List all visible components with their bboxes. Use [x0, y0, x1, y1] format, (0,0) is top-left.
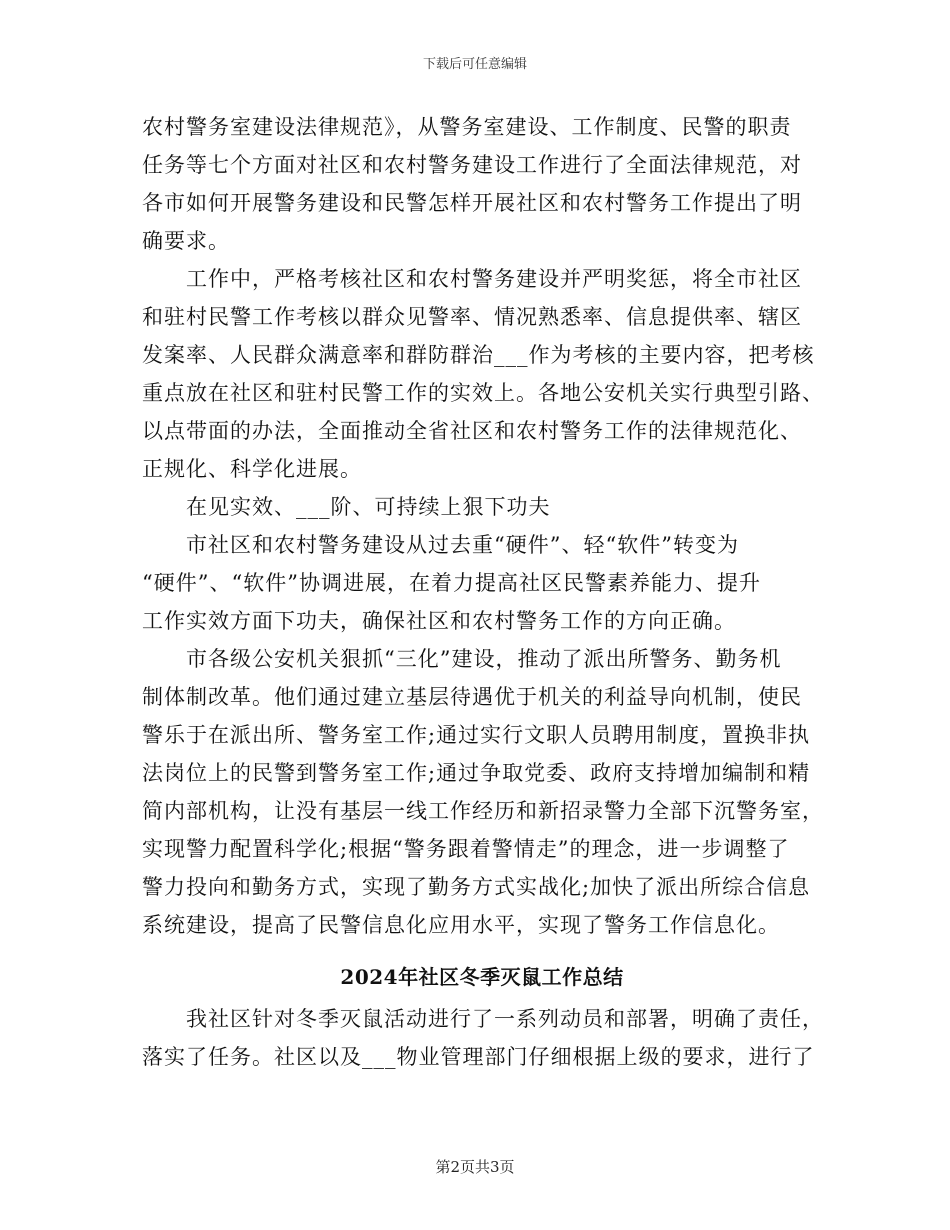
text-line: 市各级公安机关狠抓“三化”建设，推动了派出所警务、勤务机 — [186, 647, 782, 671]
text-line: 发案率、人民群众满意率和群防群治___作为考核的主要内容，把考核 — [142, 343, 815, 367]
text-line: 市社区和农村警务建设从过去重“硬件”、轻“软件”转变为 — [186, 533, 739, 557]
text-line: 简内部机构，让没有基层一线工作经历和新招录警力全部下沉警务室， — [142, 799, 824, 823]
text-line: 重点放在社区和驻村民警工作的实效上。各地公安机关实行典型引路、 — [142, 381, 824, 405]
subheading-line: 在见实效、___阶、可持续上狠下功夫 — [186, 495, 551, 519]
text-line: 制体制改革。他们通过建立基层待遇优于机关的利益导向机制，使民 — [142, 685, 802, 709]
text-line: 工作实效方面下功夫，确保社区和农村警务工作的方向正确。 — [142, 609, 736, 633]
text-line: 农村警务室建设法律规范》，从警务室建设、工作制度、民警的职责 — [142, 115, 792, 139]
text-line: 实现警力配置科学化;根据“警务跟着警情走”的理念，进一步调整了 — [142, 837, 790, 861]
text-line: 法岗位上的民警到警务室工作;通过争取党委、政府支持增加编制和精 — [142, 761, 811, 785]
section-title: 2024年社区冬季灭鼠工作总结 — [340, 965, 624, 989]
header-note: 下载后可任意编辑 — [422, 57, 527, 72]
text-line: 以点带面的办法，全面推动全省社区和农村警务工作的法律规范化、 — [142, 419, 802, 443]
text-line: 任务等七个方面对社区和农村警务建设工作进行了全面法律规范，对 — [142, 153, 802, 177]
document-body — [142, 108, 822, 1076]
text-line: 系统建设，提高了民警信息化应用水平，实现了警务工作信息化。 — [142, 913, 780, 937]
text-line: 我社区针对冬季灭鼠活动进行了一系列动员和部署，明确了责任， — [186, 1007, 824, 1031]
text-line: 警力投向和勤务方式，实现了勤务方式实战化;加快了派出所综合信息 — [142, 875, 811, 899]
text-line: 正规化、科学化进展。 — [142, 457, 362, 481]
text-line: 和驻村民警工作考核以群众见警率、情况熟悉率、信息提供率、辖区 — [142, 305, 802, 329]
text-line: 工作中，严格考核社区和农村警务建设并严明奖惩，将全市社区 — [186, 267, 802, 291]
text-line: 警乐于在派出所、警务室工作;通过实行文职人员聘用制度，置换非执 — [142, 723, 811, 747]
text-line: 落实了任务。社区以及___物业管理部门仔细根据上级的要求，进行了 — [142, 1045, 815, 1069]
text-line: “硬件”、“软件”协调进展，在着力提高社区民警素养能力、提升 — [142, 571, 761, 595]
text-line: 各市如何开展警务建设和民警怎样开展社区和农村警务工作提出了明 — [142, 191, 802, 215]
page-number: 第2页共3页 — [435, 1158, 515, 1176]
text-line: 确要求。 — [142, 229, 230, 253]
